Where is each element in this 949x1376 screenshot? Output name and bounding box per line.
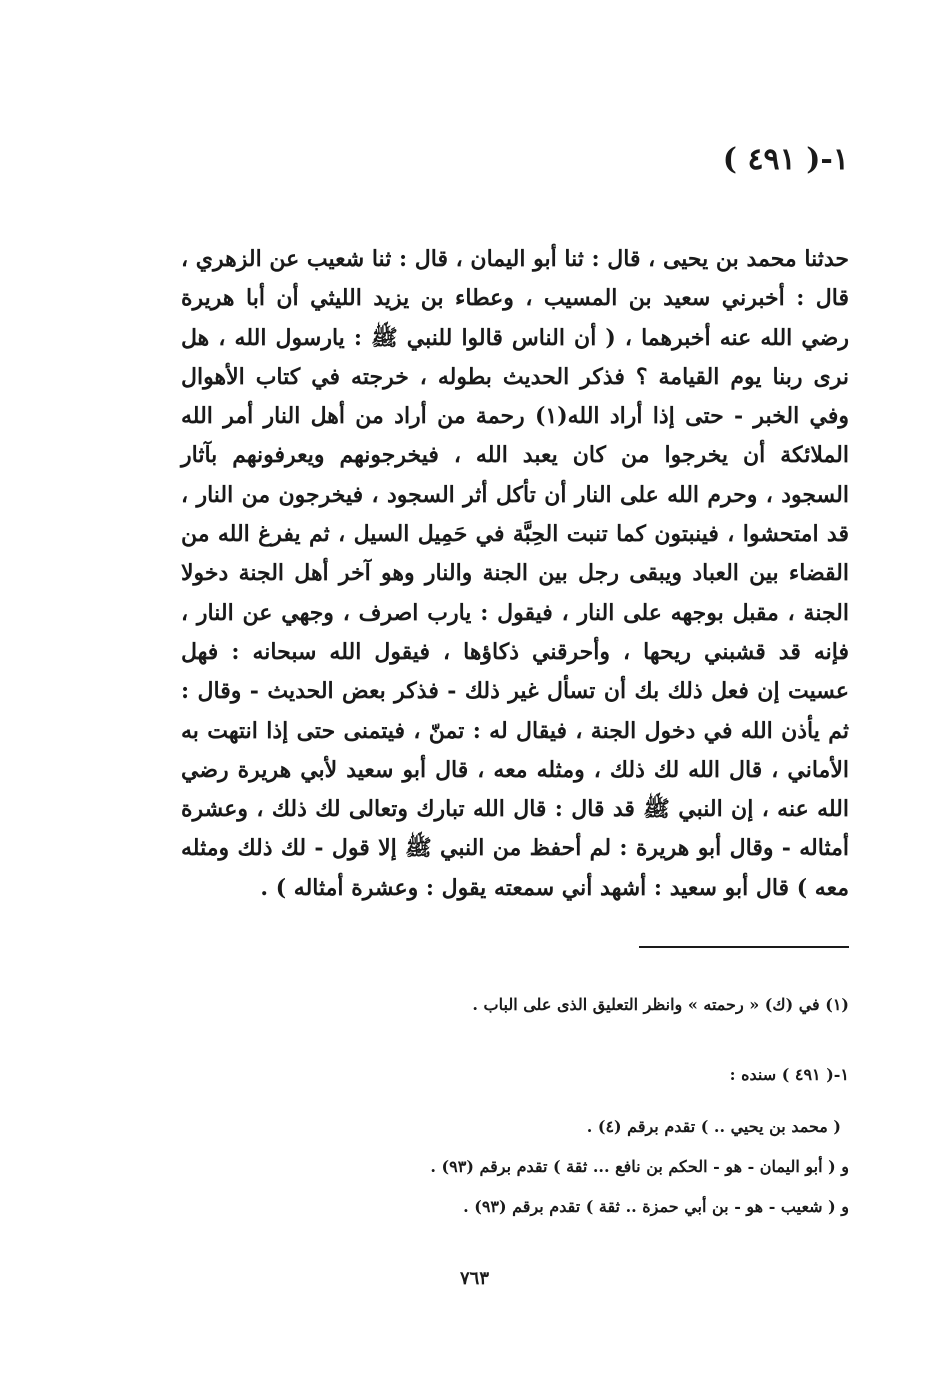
hadith-body-text: حدثنا محمد بن يحيى ، قال : ثنا أبو اليمان ، قال : ثنا شعيب عن الزهري ، قال : أخبرني سعيد بن المسيب ، وعطاء بن يزيد الليثي أن أبا هريرة رضي الله عنه أخبرهما ، ( أن الناس قالوا للنبي ﷺ : يارسول الله ، هل نرى ربنا يوم القيامة ؟ فذكر الحديث بطوله ، خرجته في كتاب الأهوال وفي الخبر - حتى إذا أراد الله(١) رحمة من أراد من أهل النار أمر الله الملائكة أن يخرجوا من كان يعبد الله ، فيخرجونهم ويعرفونهم بآثار السجود ، وحرم الله على النار أن تأكل أثر السجود ، فيخرجون من النار ، قد امتحشوا ، فينبتون كما تنبت الحِبَّة في حَمِيل السيل ، ثم يفرغ الله من القضاء بين العباد ويبقى رجل بين الجنة والنار وهو آخر أهل الجنة دخولا الجنة ، مقبل بوجهه على النار ، فيقول : يارب اصرف ، وجهي عن النار ، فإنه قد قشبني ريحها ، وأحرقني ذكاؤها ، فيقول الله سبحانه : فهل عسيت إن فعل ذلك بك أن تسأل غير ذلك - فذكر بعض الحديث - وقال : ثم يأذن الله في دخول الجنة ، فيقال له : تمنّ ، فيتمنى حتى إذا انتهت به الأماني ، قال الله لك ذلك ، ومثله معه ، قال أبو سعيد لأبي هريرة رضي الله عنه ، إن النبي ﷺ قد قال : قال الله تبارك وتعالى لك ذلك ، وعشرة أمثاله - وقال أبو هريرة : لم أحفظ من النبي ﷺ إلا قول - لك ذلك ومثله معه ) قال أبو سعيد : أشهد أني سمعته يقول : وعشرة أمثاله ) .: [181, 246, 849, 901]
isnad-heading: ١-( ٤٩١ ) سنده :: [729, 1065, 849, 1084]
isnad-line-3: و ( شعيب - هو - بن أبي حمزة .. ثقة ) تقدم برقم (٩٣) .: [463, 1197, 849, 1216]
hadith-number-heading: ١-( ٤٩١ ): [722, 142, 849, 177]
footnote-1: (١) في (ك) « رحمته » وانظر التعليق الذى على الباب .: [472, 995, 849, 1014]
isnad-line-1: ( محمد بن يحيي .. ) تقدم برقم (٤) .: [586, 1117, 841, 1136]
footnote-divider: [639, 946, 849, 948]
isnad-line-2: و ( أبو اليمان - هو - الحكم بن نافع ... ثقة ) تقدم برقم (٩٣) .: [430, 1157, 849, 1176]
page-number: ٧٦٣: [459, 1268, 489, 1289]
